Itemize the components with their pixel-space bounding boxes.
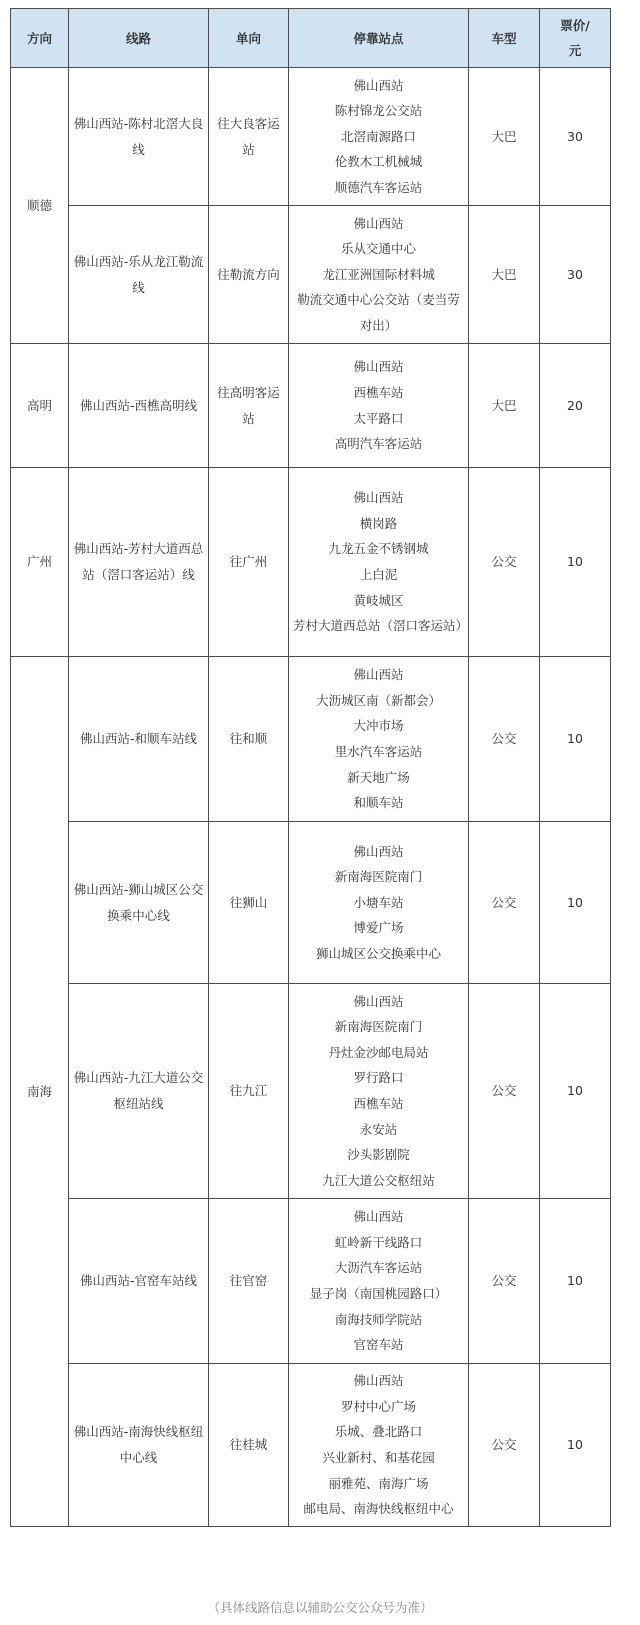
stop-item: 黄岐城区 xyxy=(353,592,404,608)
stop-item: 大沥城区南（新都会） xyxy=(315,692,441,708)
cell-fare: 10 xyxy=(540,468,611,657)
cell-stops xyxy=(289,468,469,657)
cell-line: 佛山西站-芳村大道西总站（滘口客运站）线 xyxy=(69,468,209,657)
header-fare: 票价/元 xyxy=(540,9,611,68)
stop-item: 伦教木工机械城 xyxy=(334,154,423,170)
cell-line: 佛山西站-官窑车站线 xyxy=(69,1199,209,1364)
cell-line: 佛山西站-西樵高明线 xyxy=(69,344,209,468)
cell-fare: 20 xyxy=(540,344,611,468)
cell-fare: 10 xyxy=(540,984,611,1199)
cell-oneway: 往狮山 xyxy=(209,822,289,984)
cell-stops xyxy=(289,344,469,468)
stop-item: 佛山西站 xyxy=(353,490,404,506)
cell-line: 佛山西站-南海快线枢纽中心线 xyxy=(69,1364,209,1527)
cell-oneway: 往桂城 xyxy=(209,1364,289,1527)
cell-line: 佛山西站-狮山城区公交换乘中心线 xyxy=(69,822,209,984)
cell-vehicle: 大巴 xyxy=(469,344,540,468)
cell-vehicle: 大巴 xyxy=(469,206,540,344)
stop-item: 上白泥 xyxy=(359,567,398,582)
cell-direction: 顺德 xyxy=(11,68,69,344)
cell-oneway: 往广州 xyxy=(209,468,289,657)
cell-oneway: 往九江 xyxy=(209,984,289,1199)
stop-item: 太平路口 xyxy=(353,410,404,426)
stop-item: 九江大道公交枢纽站 xyxy=(322,1172,435,1188)
cell-fare: 10 xyxy=(540,657,611,822)
cell-stops xyxy=(289,657,469,822)
table-row xyxy=(11,1364,611,1527)
stop-item: 新南海医院南门 xyxy=(334,1019,423,1035)
stop-item: 横岗路 xyxy=(359,515,398,531)
table-row xyxy=(11,468,611,657)
stop-item: 北滘南源路口 xyxy=(340,128,416,144)
stop-item: 九龙五金不锈钢城 xyxy=(328,541,429,557)
cell-oneway: 往官窑 xyxy=(209,1199,289,1364)
stop-item: 里水汽车客运站 xyxy=(334,744,423,759)
table-row xyxy=(11,68,611,206)
header-stops: 停靠站点 xyxy=(289,9,469,68)
table-header xyxy=(11,9,611,68)
table-row xyxy=(11,984,611,1199)
cell-direction: 高明 xyxy=(11,344,69,468)
stop-item: 顺德汽车客运站 xyxy=(334,179,423,195)
cell-line: 佛山西站-和顺车站线 xyxy=(69,657,209,822)
stop-item: 官窑车站 xyxy=(353,1337,404,1353)
cell-stops xyxy=(289,206,469,344)
stop-item: 南海技师学院站 xyxy=(334,1311,423,1327)
table-row xyxy=(11,1199,611,1364)
header-vehicle: 车型 xyxy=(469,9,540,68)
stop-item: 佛山西站 xyxy=(353,667,404,683)
cell-fare: 30 xyxy=(540,68,611,206)
cell-stops xyxy=(289,68,469,206)
stop-item: 佛山西站 xyxy=(353,993,404,1009)
table-body xyxy=(11,68,611,1527)
stop-item: 佛山西站 xyxy=(353,215,404,231)
stop-item: 邮电局、南海快线枢纽中心 xyxy=(303,1501,454,1517)
stop-item: 佛山西站 xyxy=(353,843,404,859)
table-row xyxy=(11,344,611,468)
cell-fare: 10 xyxy=(540,1199,611,1364)
stop-item: 虹岭新干线路口 xyxy=(334,1234,423,1250)
stop-item: 兴业新村、和基花园 xyxy=(322,1450,435,1465)
stop-item: 丹灶金沙邮电局站 xyxy=(328,1044,429,1060)
cell-stops xyxy=(289,1364,469,1527)
stop-item: 大沥汽车客运站 xyxy=(334,1260,423,1276)
stop-item: 乐城、叠北路口 xyxy=(334,1424,423,1440)
stop-item: 佛山西站 xyxy=(353,77,404,93)
header-line: 线路 xyxy=(69,9,209,68)
cell-line: 佛山西站-陈村北滘大良线 xyxy=(69,68,209,206)
stop-item: 永安站 xyxy=(359,1121,398,1137)
cell-line: 佛山西站-九江大道公交枢纽站线 xyxy=(69,984,209,1199)
cell-stops xyxy=(289,822,469,984)
table-row xyxy=(11,657,611,822)
cell-oneway: 往高明客运站 xyxy=(209,344,289,468)
stop-item: 西樵车站 xyxy=(353,384,404,400)
cell-vehicle: 公交 xyxy=(469,984,540,1199)
footnote: （具体线路信息以辅助公交公众号为准） xyxy=(207,1600,433,1615)
stop-item: 龙江亚洲国际材料城 xyxy=(322,266,435,282)
cell-direction: 南海 xyxy=(11,657,69,1527)
cell-fare: 30 xyxy=(540,206,611,344)
stop-item: 佛山西站 xyxy=(353,359,404,375)
stop-item: 西樵车站 xyxy=(353,1096,404,1111)
stop-item: 沙头影剧院 xyxy=(347,1147,410,1163)
stop-item: 芳村大道西总站（滘口客运站） xyxy=(293,618,469,634)
cell-fare: 10 xyxy=(540,1364,611,1527)
stop-item: 新天地广场 xyxy=(347,769,410,785)
stop-item: 博爱广场 xyxy=(353,920,404,936)
cell-direction: 广州 xyxy=(11,468,69,657)
stop-item: 小塘车站 xyxy=(353,894,404,910)
cell-line: 佛山西站-乐从龙江勒流线 xyxy=(69,206,209,344)
cell-oneway: 往和顺 xyxy=(209,657,289,822)
bus-routes-table xyxy=(10,8,611,1527)
header-oneway: 单向 xyxy=(209,9,289,68)
cell-vehicle: 大巴 xyxy=(469,68,540,206)
stop-item: 乐从交通中心 xyxy=(340,241,416,257)
header-direction: 方向 xyxy=(11,9,69,68)
stop-item: 狮山城区公交换乘中心 xyxy=(315,945,441,961)
cell-oneway: 往大良客运站 xyxy=(209,68,289,206)
stop-item: 显子岗（南国桃园路口） xyxy=(309,1286,448,1301)
table-row xyxy=(11,206,611,344)
stop-item: 佛山西站 xyxy=(353,1373,404,1389)
stop-item: 丽雅苑、南海广场 xyxy=(328,1475,429,1491)
cell-vehicle: 公交 xyxy=(469,1199,540,1364)
stop-item: 新南海医院南门 xyxy=(334,869,423,885)
table-row xyxy=(11,822,611,984)
cell-vehicle: 公交 xyxy=(469,468,540,657)
stop-item: 陈村锦龙公交站 xyxy=(334,103,423,119)
cell-vehicle: 公交 xyxy=(469,1364,540,1527)
stop-item: 佛山西站 xyxy=(353,1209,404,1225)
header-row xyxy=(11,9,611,68)
stop-item: 大冲市场 xyxy=(353,718,404,734)
cell-fare: 10 xyxy=(540,822,611,984)
stop-item: 和顺车站 xyxy=(353,795,404,811)
stop-item: 罗村中心广场 xyxy=(340,1398,416,1414)
cell-vehicle: 公交 xyxy=(469,657,540,822)
stop-item: 勒流交通中心公交站（麦当劳对出） xyxy=(297,292,460,333)
cell-vehicle: 公交 xyxy=(469,822,540,984)
stop-item: 罗行路口 xyxy=(353,1070,404,1086)
cell-stops xyxy=(289,984,469,1199)
cell-oneway: 往勒流方向 xyxy=(209,206,289,344)
stop-item: 高明汽车客运站 xyxy=(334,436,423,452)
cell-stops xyxy=(289,1199,469,1364)
